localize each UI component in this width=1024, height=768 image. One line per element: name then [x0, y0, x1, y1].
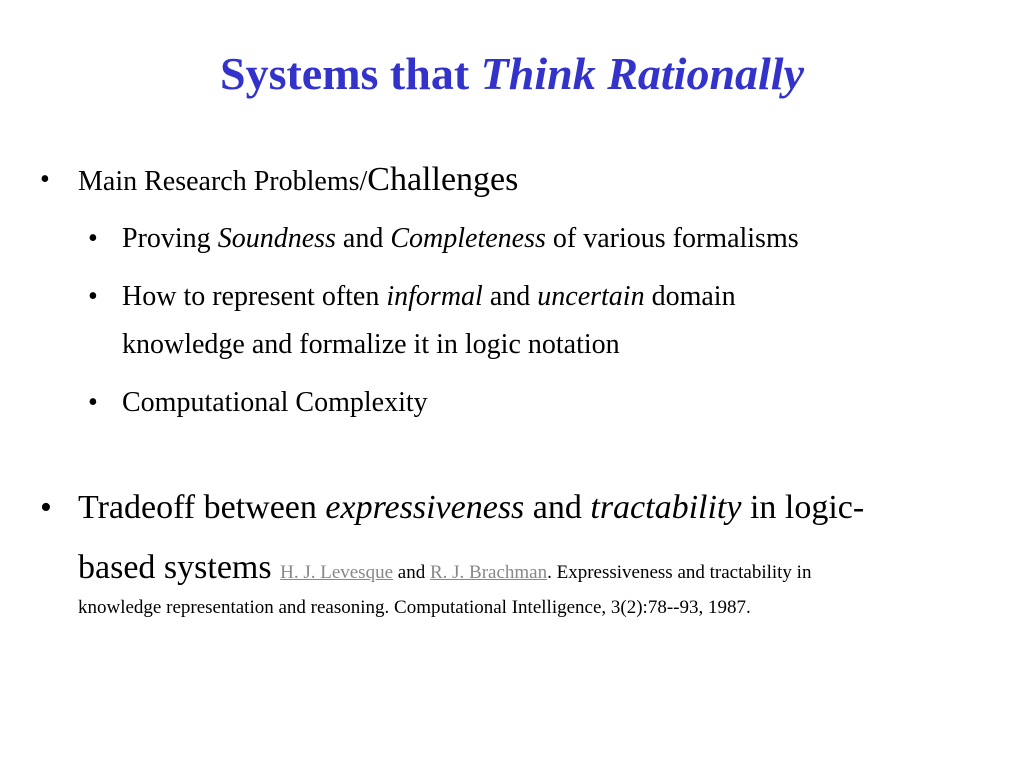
text-run: Tradeoff between [78, 489, 326, 526]
bullet-dot: • [88, 281, 98, 312]
reference-line-2: knowledge representation and reasoning. Computational Intelligence, 3(2):78--93, 1987. [78, 597, 751, 618]
text-run: in logic- [741, 489, 865, 526]
informal-term: informal [386, 281, 483, 312]
uncertain-term: uncertain [537, 281, 645, 312]
tractability-term: tractability [590, 489, 742, 526]
bullet-main-research-text [78, 158, 518, 204]
slide-title [0, 44, 1024, 104]
sub-bullet-represent-text [122, 273, 736, 369]
text-run: Proving [122, 223, 218, 254]
sub-bullet-complexity-text: Computational Complexity [122, 387, 428, 418]
bullet-dot: • [88, 387, 98, 418]
text-run: based systems [78, 549, 281, 586]
text-run: domain [644, 281, 736, 312]
text-run: and [524, 489, 591, 526]
title-plain: Systems that [219, 48, 481, 99]
expressiveness-term: expressiveness [325, 489, 525, 526]
sub-bullet-soundness-text [122, 215, 799, 263]
tradeoff-line-1 [78, 480, 864, 536]
bullet-dot: • [88, 223, 98, 254]
completeness-term: Completeness [390, 223, 546, 254]
bullet-dot: • [40, 489, 52, 526]
reference-citation [280, 562, 811, 583]
soundness-term: Soundness [217, 223, 336, 254]
text-run: of various formalisms [545, 223, 799, 254]
text-run: and [335, 223, 391, 254]
text-run: knowledge and formalize it in logic notation [122, 329, 620, 360]
text-run: and [393, 562, 430, 583]
author-link-levesque[interactable]: H. J. Levesque [280, 562, 394, 583]
text-run: How to represent often [122, 281, 387, 312]
author-link-brachman[interactable]: R. J. Brachman [429, 562, 548, 583]
title-italic: Think Rationally [480, 48, 805, 99]
bullet-dot: • [40, 164, 50, 195]
challenges-label: Challenges [367, 161, 519, 198]
text-run: . Expressiveness and tractability in [547, 562, 812, 583]
research-problems-label: Main Research Problems/ [78, 166, 368, 197]
text-run: and [482, 281, 538, 312]
